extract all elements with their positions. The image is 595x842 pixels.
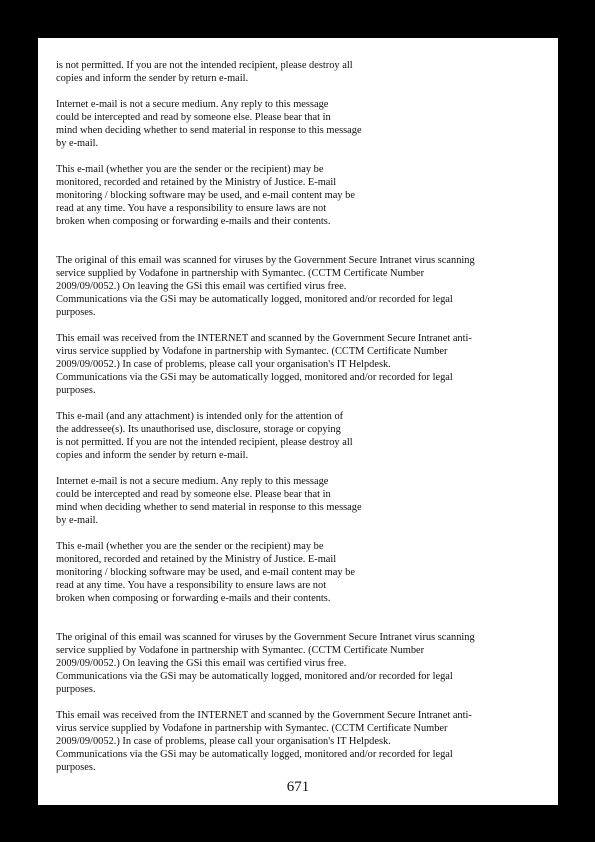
text-line: by e-mail. <box>56 515 99 526</box>
text-line: 2009/09/0052.) In case of problems, please call your organisation's IT Helpdesk. <box>56 736 391 747</box>
text-line: purposes. <box>56 762 96 773</box>
text-line: The original of this email was scanned for viruses by the Government Secure Intranet virus scanning <box>56 632 475 643</box>
document-body <box>56 59 536 787</box>
text-line: Communications via the GSi may be automatically logged, monitored and/or recorded for legal <box>56 294 453 305</box>
text-line: virus service supplied by Vodafone in partnership with Symantec. (CCTM Certificate Number <box>56 346 448 357</box>
text-line: service supplied by Vodafone in partnership with Symantec. (CCTM Certificate Number <box>56 645 425 656</box>
text-line: 2009/09/0052.) On leaving the GSi this email was certified virus free. <box>56 281 347 292</box>
text-line: copies and inform the sender by return e-mail. <box>56 450 249 461</box>
text-line: purposes. <box>56 307 96 318</box>
paragraph <box>56 332 536 397</box>
text-line: mind when deciding whether to send material in response to this message <box>56 502 362 513</box>
text-line: Communications via the GSi may be automatically logged, monitored and/or recorded for legal <box>56 372 453 383</box>
text-line: This e-mail (whether you are the sender or the recipient) may be <box>56 164 324 175</box>
text-line: Communications via the GSi may be automatically logged, monitored and/or recorded for legal <box>56 749 453 760</box>
paragraph <box>56 163 536 228</box>
text-line: broken when composing or forwarding e-mails and their contents. <box>56 216 331 227</box>
paragraph <box>56 59 536 85</box>
text-line: purposes. <box>56 684 96 695</box>
text-line: This e-mail (and any attachment) is intended only for the attention of <box>56 411 344 422</box>
text-line: copies and inform the sender by return e-mail. <box>56 73 249 84</box>
paragraph <box>56 475 536 527</box>
text-line: by e-mail. <box>56 138 99 149</box>
paragraph <box>56 410 536 462</box>
text-line: monitoring / blocking software may be used, and e-mail content may be <box>56 190 355 201</box>
text-line: Internet e-mail is not a secure medium. Any reply to this message <box>56 476 329 487</box>
paragraph <box>56 631 536 696</box>
paragraph <box>56 98 536 150</box>
paragraph <box>56 254 536 319</box>
text-line: is not permitted. If you are not the intended recipient, please destroy all <box>56 60 353 71</box>
text-line: Internet e-mail is not a secure medium. Any reply to this message <box>56 99 329 110</box>
text-line: read at any time. You have a responsibility to ensure laws are not <box>56 580 327 591</box>
text-line: is not permitted. If you are not the intended recipient, please destroy all <box>56 437 353 448</box>
text-line: broken when composing or forwarding e-mails and their contents. <box>56 593 331 604</box>
paragraph <box>56 540 536 605</box>
text-line: the addressee(s). Its unauthorised use, disclosure, storage or copying <box>56 424 341 435</box>
document-page <box>38 38 558 805</box>
paragraph <box>56 709 536 774</box>
text-line: This email was received from the INTERNET and scanned by the Government Secure Intranet anti- <box>56 710 472 721</box>
text-line: This e-mail (whether you are the sender or the recipient) may be <box>56 541 324 552</box>
text-line: monitored, recorded and retained by the Ministry of Justice. E-mail <box>56 554 337 565</box>
text-line: mind when deciding whether to send material in response to this message <box>56 125 362 136</box>
text-line: 2009/09/0052.) On leaving the GSi this email was certified virus free. <box>56 658 347 669</box>
text-line: 2009/09/0052.) In case of problems, please call your organisation's IT Helpdesk. <box>56 359 391 370</box>
text-line: purposes. <box>56 385 96 396</box>
text-line: monitoring / blocking software may be used, and e-mail content may be <box>56 567 355 578</box>
page-number: 671 <box>286 779 310 795</box>
text-line: could be intercepted and read by someone else. Please bear that in <box>56 112 331 123</box>
text-line: monitored, recorded and retained by the Ministry of Justice. E-mail <box>56 177 337 188</box>
text-line: read at any time. You have a responsibility to ensure laws are not <box>56 203 327 214</box>
text-line: service supplied by Vodafone in partnership with Symantec. (CCTM Certificate Number <box>56 268 425 279</box>
text-line: virus service supplied by Vodafone in partnership with Symantec. (CCTM Certificate Number <box>56 723 448 734</box>
text-line: Communications via the GSi may be automatically logged, monitored and/or recorded for legal <box>56 671 453 682</box>
text-line: The original of this email was scanned for viruses by the Government Secure Intranet virus scanning <box>56 255 475 266</box>
text-line: This email was received from the INTERNET and scanned by the Government Secure Intranet anti- <box>56 333 472 344</box>
text-line: could be intercepted and read by someone else. Please bear that in <box>56 489 331 500</box>
